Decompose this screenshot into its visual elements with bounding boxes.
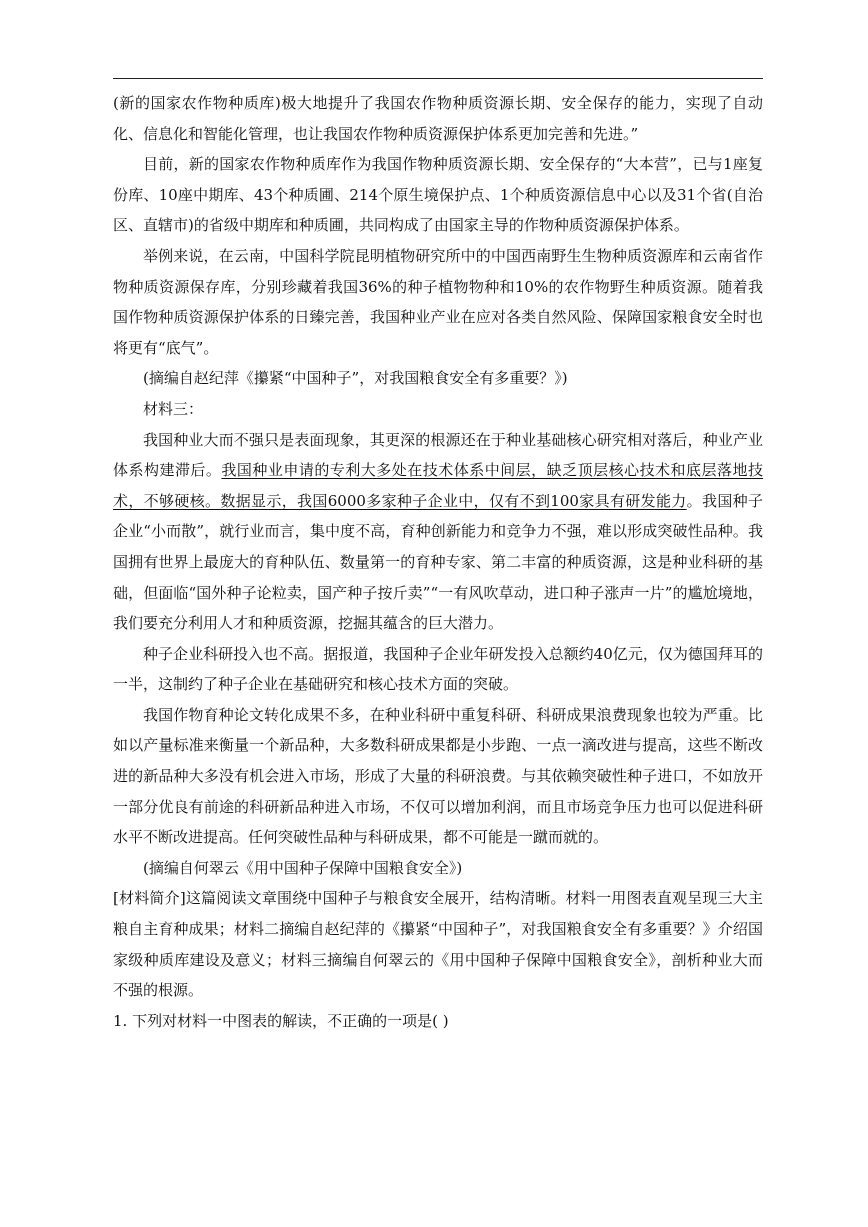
underlined-sentence: 我国种业申请的专利大多处在技术体系中间层，缺乏顶层核心技术和底层落地技术，不够硬核。数据显示，我国6000多家种子企业中，仅有不到100家具有研发能力 [113, 461, 763, 510]
paragraph-4-part-b: 。我国种子企业“小而散”，就行业而言，集中度不高，育种创新能力和竞争力不强，难以形成突破性品种。我国拥有世界上最庞大的育种队伍、数量第一的育种专家、第二丰富的种质资源，这是种业科研的基础，但面临“国外种子论粒卖，国产种子按斤卖”“一有风吹草动，进口种子涨声一片”的尴尬境地，我们要充分利用人才和种质资源，挖掘其蕴含的巨大潜力。 [113, 491, 763, 633]
paragraph-2: 目前，新的国家农作物种质库作为我国作物种质资源长期、安全保存的“大本营”，已与1座复份库、10座中期库、43个种质圃、214个原生境保护点、1个种质资源信息中心以及31个省(自治区、直辖市)的省级中期库和种质圃，共同构成了由国家主导的作物种质资源保护体系。 [113, 155, 763, 235]
question-1: 1. 下列对材料一中图表的解读，不正确的一项是( ) [113, 1011, 449, 1030]
source-note-1: (摘编自赵纪萍《攥紧“中国种子”，对我国粮食安全有多重要？》) [143, 369, 568, 388]
paragraph-4 [113, 425, 763, 639]
paragraph-1: (新的国家农作物种质库)极大地提升了我国农作物种质资源长期、安全保存的能力，实现了自动化、信息化和智能化管理，也让我国农作物种质资源保护体系更加完善和先进。” [113, 94, 763, 143]
header-rule [113, 78, 763, 79]
source-note-2: (摘编自何翠云《用中国种子保障中国粮食安全》) [143, 858, 463, 877]
document-body [113, 88, 763, 1036]
material-3-label: 材料三： [143, 399, 204, 418]
paragraph-6: 我国作物育种论文转化成果不多，在种业科研中重复科研、科研成果浪费现象也较为严重。比如以产量标准来衡量一个新品种，大多数科研成果都是小步跑、一点一滴改进与提高，这些不断改进的新品种大多没有机会进入市场，形成了大量的科研浪费。与其依赖突破性种子进口，不如放开一部分优良有前途的科研新品种进入市场，不仅可以增加利润，而且市场竞争压力也可以促进科研水平不断改进提高。任何突破性品种与科研成果，都不可能是一蹴而就的。 [113, 705, 763, 847]
paragraph-3: 举例来说，在云南，中国科学院昆明植物研究所中的中国西南野生生物种质资源库和云南省作物种质资源保存库，分别珍藏着我国36%的种子植物物种和10%的农作物野生种质资源。随着我国作物种质资源保护体系的日臻完善，我国种业产业在应对各类自然风险、保障国家粮食安全时也将更有“底气”。 [113, 246, 763, 357]
paragraph-4-part-a: 我国种业大而不强只是表面现象，其更深的根源还在于种业基础核心研究相对落后，种业产业体系构建滞后。 [113, 430, 763, 480]
paragraph-5: 种子企业科研投入也不高。据报道，我国种子企业年研发投入总额约40亿元，仅为德国拜耳的一半，这制约了种子企业在基础研究和核心技术方面的突破。 [113, 644, 763, 694]
material-intro: [材料简介]这篇阅读文章围绕中国种子与粮食安全展开，结构清晰。材料一用图表直观呈现三大主粮自主育种成果；材料二摘编自赵纪萍的《攥紧“中国种子”，对我国粮食安全有多重要？》介绍国家级种质库建设及意义；材料三摘编自何翠云的《用中国种子保障中国粮食安全》，剖析种业大而不强的根源。 [113, 889, 763, 1000]
